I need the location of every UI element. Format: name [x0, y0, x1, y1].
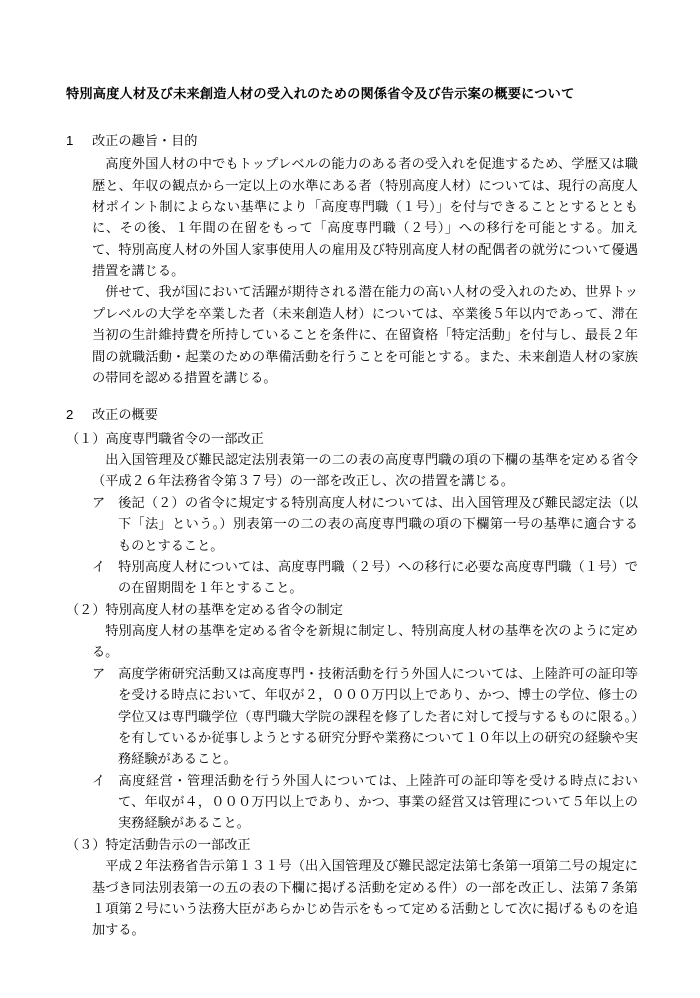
section-2-item-1: [66, 428, 638, 599]
item-2-subitem-1-text: 高度学術研究活動又は高度専門・技術活動を行う外国人については、上陸許可の証印等を受ける時点において、年収が２，０００万円以上であり、かつ、博士の学位、修士の学位又は専門職学位（専門職大学院の課程を修了した者に対して授与するものに限る。）を有しているか従事しようとする研究分野や業務について１０年以上の研究の経験や実務経験があること。: [118, 665, 638, 767]
page-title: 特別高度人材及び未来創造人材の受入れのための関係省令及び告示案の概要について: [66, 86, 575, 101]
section-2-item-2: [66, 599, 638, 834]
section-spacer: [66, 388, 638, 404]
item-2-label: （２）特別高度人材の基準を定める省令の制定: [66, 601, 343, 617]
section-1-heading-text: 改正の趣旨・目的: [92, 132, 198, 148]
section-1-paragraph-1: 高度外国人材の中でもトップレベルの能力のある者の受入れを促進するため、学歴又は職歴と、年収の観点から一定以上の水準にある者（特別高度人材）については、現行の高度人材ポイント制によらない基準により「高度専門職（１号）」を付与できることとするとともに、その後、１年間の在留をもって「高度専門職（２号）」への移行を可能とする。加えて、特別高度人材の外国人家事使用人の雇用及び特別高度人材の配偶者の就労について優遇措置を講じる。: [92, 156, 638, 279]
section-2-heading-text: 改正の概要: [92, 407, 158, 423]
item-1-subitem-1: [66, 492, 638, 556]
item-2-subitem-2-marker: イ: [92, 772, 106, 788]
item-1-subitem-2: [66, 556, 638, 599]
item-1-body: 出入国管理及び難民認定法別表第一の二の表の高度専門職の項の下欄の基準を定める省令（平成２６年法務省令第３７号）の一部を改正し、次の措置を講じる。: [92, 452, 638, 489]
section-2-number: 2: [66, 407, 74, 423]
section-2-heading: [66, 404, 638, 425]
section-1: [66, 130, 638, 389]
item-3-body: 平成２年法務省告示第１３１号（出入国管理及び難民認定法第七条第一項第二号の規定に基づき同法別表第一の五の表の下欄に掲げる活動を定める件）の一部を改正し、法第７条第１項第２号にいう法務大臣があらかじめ告示をもって定める活動として次に掲げるものを追加する。: [92, 858, 638, 938]
section-2: [66, 404, 638, 940]
item-2-subitem-2-text: 高度経営・管理活動を行う外国人については、上陸許可の証印等を受ける時点において、年収が４，０００万円以上であり、かつ、事業の経営又は管理について５年以上の実務経験があること。: [118, 772, 638, 831]
item-1-subitem-1-marker: ア: [92, 494, 106, 510]
item-2-body: 特別高度人材の基準を定める省令を新規に制定し、特別高度人材の基準を次のように定める。: [92, 623, 638, 660]
item-1-subitem-1-text: 後記（２）の省令に規定する特別高度人材については、出入国管理及び難民認定法（以下「法」という。）別表第一の二の表の高度専門職の項の下欄第一号の基準に適合するものとすること。: [118, 494, 638, 553]
item-2-subitem-1-marker: ア: [92, 665, 106, 681]
item-3-label: （３）特定活動告示の一部改正: [66, 836, 251, 852]
section-1-number: 1: [66, 132, 74, 148]
item-1-subitem-2-text: 特別高度人材については、高度専門職（２号）への移行に必要な高度専門職（１号）での在留期間を１年とすること。: [118, 558, 638, 596]
item-2-subitem-1: [66, 663, 638, 770]
item-1-label: （１）高度専門職省令の一部改正: [66, 430, 264, 446]
section-2-item-3: [66, 834, 638, 941]
item-1-subitem-2-marker: イ: [92, 558, 106, 574]
item-2-subitem-2: [66, 770, 638, 834]
section-1-heading: [66, 130, 638, 151]
section-1-paragraph-2: 併せて、我が国において活躍が期待される潜在能力の高い人材の受入れのため、世界トップレベルの大学を卒業した者（未来創造人材）については、卒業後５年以内であって、滞在当初の生計維持費を所持していることを条件に、在留資格「特定活動」を付与し、最長２年間の就職活動・起業のための準備活動を行うことを可能とする。また、未来創造人材の家族の帯同を認める措置を講じる。: [92, 284, 638, 385]
